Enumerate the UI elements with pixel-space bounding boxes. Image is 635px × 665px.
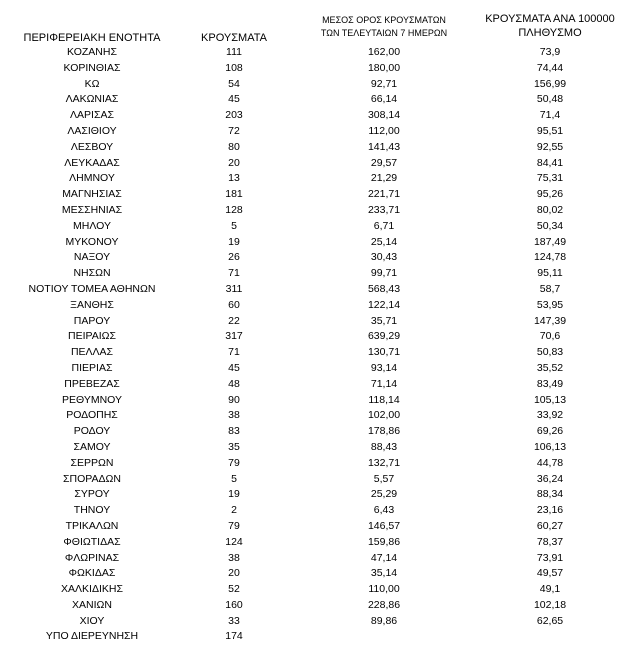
cases-cell: 124 <box>225 535 243 548</box>
region-cell: ΡΟΔΟΥ <box>73 425 111 438</box>
cases-cell: 60 <box>228 298 240 311</box>
avg-cell: 89,86 <box>370 614 398 627</box>
cases-cell: 90 <box>228 393 240 406</box>
region-cell: ΧΑΛΚΙΔΙΚΗΣ <box>61 583 123 596</box>
region-cell: ΦΘΙΩΤΙΔΑΣ <box>63 535 121 548</box>
cases-cell: 5 <box>231 219 237 232</box>
avg-cell: 146,57 <box>367 519 401 532</box>
header-cases-per-100k <box>470 12 630 40</box>
cases-cell: 2 <box>231 504 237 517</box>
per100k-cell: 92,55 <box>536 140 564 153</box>
cases-cell: 38 <box>228 551 240 564</box>
region-cell: ΤΡΙΚΑΛΩΝ <box>65 519 119 532</box>
per100k-cell: 60,27 <box>536 519 564 532</box>
per100k-cell: 69,26 <box>536 425 564 438</box>
region-cell: ΛΑΣΙΘΙΟΥ <box>67 124 117 137</box>
region-cell: ΜΗΛΟΥ <box>73 219 111 232</box>
per100k-cell: 156,99 <box>533 77 567 90</box>
avg-cell: 141,43 <box>367 140 401 153</box>
per100k-cell: 95,11 <box>537 267 563 280</box>
region-cell: ΤΗΝΟΥ <box>73 504 111 517</box>
table-row <box>0 472 635 488</box>
avg-cell: 118,14 <box>368 393 400 406</box>
avg-cell: 178,86 <box>367 425 401 438</box>
avg-cell: 112,00 <box>368 124 400 137</box>
avg-cell: 6,71 <box>373 219 395 232</box>
cases-cell: 20 <box>228 567 240 580</box>
cases-cell: 71 <box>228 346 240 359</box>
table-row <box>0 582 635 598</box>
cases-cell: 45 <box>228 361 240 374</box>
header-avg-line2: ΤΩΝ ΤΕΛΕΥΤΑΙΩΝ 7 ΗΜΕΡΩΝ <box>320 28 448 38</box>
cases-cell: 19 <box>228 235 240 248</box>
avg-cell: 110,00 <box>368 583 400 596</box>
per100k-cell: 49,57 <box>536 567 564 580</box>
cases-cell: 311 <box>225 282 243 295</box>
per100k-cell: 75,31 <box>536 172 564 185</box>
per100k-cell: 187,49 <box>533 235 567 248</box>
avg-cell: 159,86 <box>367 535 401 548</box>
region-cell: ΝΗΣΩΝ <box>73 267 111 280</box>
avg-cell: 92,71 <box>370 77 398 90</box>
per100k-cell: 50,34 <box>536 219 564 232</box>
per100k-cell: 95,51 <box>536 124 564 137</box>
region-cell: ΚΟΡΙΝΘΙΑΣ <box>63 61 121 74</box>
per100k-cell: 50,48 <box>536 93 564 106</box>
region-cell: ΠΡΕΒΕΖΑΣ <box>64 377 120 390</box>
region-cell: ΛΕΥΚΑΔΑΣ <box>64 156 120 169</box>
table-row <box>0 61 635 77</box>
cases-cell: 54 <box>228 77 240 90</box>
cases-cell: 33 <box>228 614 240 627</box>
table-row <box>0 140 635 156</box>
table-row <box>0 566 635 582</box>
avg-cell: 6,43 <box>373 504 395 517</box>
table-row <box>0 235 635 251</box>
cases-cell: 72 <box>228 124 240 137</box>
avg-cell: 130,71 <box>367 346 401 359</box>
avg-cell: 93,14 <box>370 361 398 374</box>
region-cell: ΣΥΡΟΥ <box>74 488 110 501</box>
avg-cell: 180,00 <box>367 61 401 74</box>
table-row <box>0 551 635 567</box>
table-row <box>0 77 635 93</box>
region-cell: ΧΙΟΥ <box>79 614 105 627</box>
avg-cell: 132,71 <box>367 456 401 469</box>
region-cell: ΡΟΔΟΠΗΣ <box>66 409 118 422</box>
table-row <box>0 329 635 345</box>
region-cell: ΦΩΚΙΔΑΣ <box>68 567 116 580</box>
avg-cell: 221,71 <box>367 188 401 201</box>
cases-cell: 71 <box>228 267 240 280</box>
table-row <box>0 219 635 235</box>
region-cell: ΣΕΡΡΩΝ <box>70 456 114 469</box>
table-row <box>0 282 635 298</box>
region-cell: ΠΕΙΡΑΙΩΣ <box>68 330 116 343</box>
avg-cell: 88,43 <box>370 440 398 453</box>
per100k-cell: 78,37 <box>536 535 564 548</box>
per100k-cell: 62,65 <box>536 614 564 627</box>
per100k-cell: 84,41 <box>536 156 564 169</box>
table-row <box>0 519 635 535</box>
region-cell: ΜΥΚΟΝΟΥ <box>65 235 119 248</box>
cases-cell: 111 <box>226 46 242 58</box>
cases-cell: 35 <box>228 440 240 453</box>
cases-cell: 22 <box>228 314 240 327</box>
avg-cell: 30,43 <box>370 251 398 264</box>
avg-cell: 639,29 <box>367 330 401 343</box>
cases-cell: 317 <box>225 330 243 343</box>
per100k-cell: 70,6 <box>539 330 561 343</box>
region-cell: ΣΑΜΟΥ <box>73 440 111 453</box>
per100k-cell: 23,16 <box>536 504 564 517</box>
avg-cell: 308,14 <box>367 109 401 122</box>
per100k-cell: 105,13 <box>533 393 567 406</box>
header-seven-day-average <box>300 14 468 40</box>
table-row <box>0 614 635 630</box>
header-per100k-line2: ΠΛΗΘΥΣΜΟ <box>518 27 582 39</box>
avg-cell: 162,00 <box>367 46 401 58</box>
avg-cell: 228,86 <box>367 598 401 611</box>
cases-cell: 45 <box>228 93 240 106</box>
cases-cell: 79 <box>228 519 240 532</box>
table-row <box>0 424 635 440</box>
table-row <box>0 45 635 61</box>
cases-cell: 79 <box>228 456 240 469</box>
region-cell: ΧΑΝΙΩΝ <box>72 598 112 611</box>
cases-cell: 160 <box>225 598 243 611</box>
table-row <box>0 361 635 377</box>
avg-cell: 233,71 <box>367 203 401 216</box>
per100k-cell: 35,52 <box>536 361 564 374</box>
per100k-cell: 74,44 <box>536 61 564 74</box>
region-cell: ΝΑΞΟΥ <box>73 251 111 264</box>
region-cell: ΣΠΟΡΑΔΩΝ <box>63 472 121 485</box>
region-cell: ΛΑΡΙΣΑΣ <box>70 109 114 122</box>
cases-cell: 80 <box>228 140 240 153</box>
avg-cell: 99,71 <box>370 267 398 280</box>
table-row <box>0 629 635 645</box>
region-cell: ΚΩ <box>84 77 100 90</box>
per100k-cell: 58,7 <box>539 282 561 295</box>
cases-cell: 83 <box>228 425 240 438</box>
table-row <box>0 92 635 108</box>
per100k-cell: 71,4 <box>539 109 561 122</box>
avg-cell: 25,14 <box>370 235 398 248</box>
cases-cell: 108 <box>225 61 243 74</box>
per100k-cell: 102,18 <box>533 598 567 611</box>
table-row <box>0 535 635 551</box>
cases-cell: 20 <box>228 156 240 169</box>
cases-cell: 26 <box>228 251 240 264</box>
cases-cell: 38 <box>228 409 240 422</box>
table-row <box>0 598 635 614</box>
table-row <box>0 156 635 172</box>
cases-cell: 203 <box>225 109 243 122</box>
region-cell: ΦΛΩΡΙΝΑΣ <box>64 551 120 564</box>
table-row <box>0 266 635 282</box>
table-row <box>0 124 635 140</box>
cases-cell: 52 <box>228 583 240 596</box>
table-row <box>0 345 635 361</box>
per100k-cell: 88,34 <box>536 488 564 501</box>
avg-cell: 568,43 <box>367 282 401 295</box>
region-cell: ΡΕΘΥΜΝΟΥ <box>61 393 122 406</box>
avg-cell: 25,29 <box>370 488 398 501</box>
per100k-cell: 73,91 <box>536 551 564 564</box>
cases-cell: 5 <box>231 472 237 485</box>
avg-cell: 122,14 <box>367 298 401 311</box>
table-row <box>0 393 635 409</box>
region-cell: ΚΟΖΑΝΗΣ <box>67 46 117 58</box>
avg-cell: 21,29 <box>370 172 398 185</box>
table-row <box>0 203 635 219</box>
per100k-cell: 44,78 <box>536 456 564 469</box>
cases-cell: 128 <box>225 203 243 216</box>
region-cell: ΥΠΟ ΔΙΕΡΕΥΝΗΣΗ <box>45 630 139 643</box>
header-per100k-line1: ΚΡΟΥΣΜΑΤΑ ΑΝΑ 100000 <box>485 13 615 25</box>
table-row <box>0 314 635 330</box>
avg-cell: 29,57 <box>370 156 398 169</box>
table-row <box>0 456 635 472</box>
region-cell: ΜΑΓΝΗΣΙΑΣ <box>62 188 122 201</box>
region-cell: ΛΕΣΒΟΥ <box>70 140 114 153</box>
per100k-cell: 147,39 <box>533 314 567 327</box>
per100k-cell: 33,92 <box>536 409 564 422</box>
region-cell: ΠΕΛΛΑΣ <box>70 346 114 359</box>
table-row <box>0 187 635 203</box>
table-row <box>0 298 635 314</box>
region-cell: ΛΗΜΝΟΥ <box>69 172 115 185</box>
cases-cell: 48 <box>228 377 240 390</box>
avg-cell: 35,14 <box>370 567 398 580</box>
cases-cell: 13 <box>228 172 240 185</box>
per100k-cell: 106,13 <box>533 440 567 453</box>
avg-cell: 5,57 <box>373 472 395 485</box>
header-avg-line1: ΜΕΣΟΣ ΟΡΟΣ ΚΡΟΥΣΜΑΤΩΝ <box>322 15 446 25</box>
region-cell: ΝΟΤΙΟΥ ΤΟΜΕΑ ΑΘΗΝΩΝ <box>28 282 156 295</box>
per100k-cell: 83,49 <box>536 377 564 390</box>
region-cell: ΠΙΕΡΙΑΣ <box>71 361 113 374</box>
cases-cell: 174 <box>225 630 243 643</box>
table-row <box>0 171 635 187</box>
table-row <box>0 408 635 424</box>
header-cases: ΚΡΟΥΣΜΑΤΑ <box>201 32 267 44</box>
avg-cell: 102,00 <box>367 409 401 422</box>
table-row <box>0 440 635 456</box>
per100k-cell: 73,9 <box>539 46 561 58</box>
per100k-cell: 49,1 <box>539 583 561 596</box>
avg-cell: 71,14 <box>370 377 398 390</box>
table-row <box>0 108 635 124</box>
header-region: ΠΕΡΙΦΕΡΕΙΑΚΗ ΕΝΟΤΗΤΑ <box>23 32 161 44</box>
table-body <box>0 45 635 645</box>
per100k-cell: 95,26 <box>536 188 564 201</box>
region-cell: ΛΑΚΩΝΙΑΣ <box>65 93 119 106</box>
table-row <box>0 377 635 393</box>
region-cell: ΞΑΝΘΗΣ <box>70 298 114 311</box>
table-row <box>0 487 635 503</box>
cases-cell: 19 <box>228 488 240 501</box>
avg-cell: 66,14 <box>370 93 398 106</box>
table-row <box>0 503 635 519</box>
region-cell: ΜΕΣΣΗΝΙΑΣ <box>61 203 123 216</box>
per100k-cell: 36,24 <box>536 472 564 485</box>
table-header <box>0 0 635 45</box>
region-cell: ΠΑΡΟΥ <box>73 314 111 327</box>
per100k-cell: 124,78 <box>533 251 567 264</box>
per100k-cell: 53,95 <box>536 298 564 311</box>
per100k-cell: 50,83 <box>536 346 564 359</box>
cases-cell: 181 <box>225 188 243 201</box>
per100k-cell: 80,02 <box>536 203 564 216</box>
avg-cell: 35,71 <box>370 314 398 327</box>
table-row <box>0 250 635 266</box>
avg-cell: 47,14 <box>370 551 398 564</box>
